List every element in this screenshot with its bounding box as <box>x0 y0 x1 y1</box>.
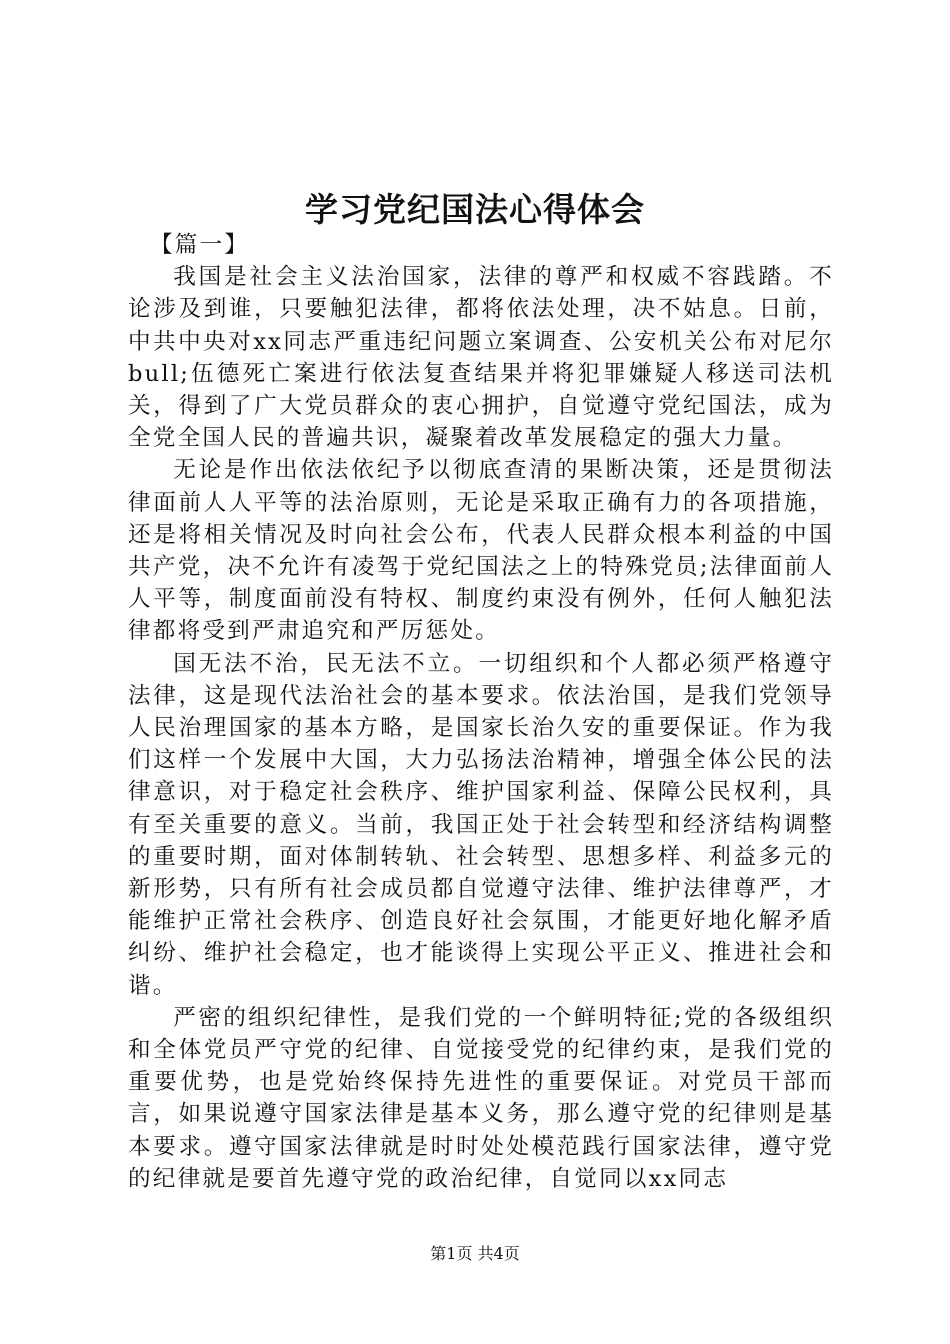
paragraph-4: 严密的组织纪律性，是我们党的一个鲜明特征;党的各级组织和全体党员严守党的纪律、自觉接受党的纪律约束，是我们党的重要优势，也是党始终保持先进性的重要保证。对党员干部而言，如果说遵守国家法律是基本义务，那么遵守党的纪律则是基本要求。遵守国家法律就是时时处处模范践行国家法律，遵守党的纪律就是要首先遵守党的政治纪律，自觉同以xx同志 <box>128 1004 834 1192</box>
paragraph-2: 无论是作出依法依纪予以彻底查清的果断决策，还是贯彻法律面前人人平等的法治原则，无论是采取正确有力的各项措施，还是将相关情况及时向社会公布，代表人民群众根本利益的中国共产党，决不允许有凌驾于党纪国法之上的特殊党员;法律面前人人平等，制度面前没有特权、制度约束没有例外，任何人触犯法律都将受到严肃追究和严厉惩处。 <box>128 457 834 645</box>
paragraph-3: 国无法不治，民无法不立。一切组织和个人都必须严格遵守法律，这是现代法治社会的基本要求。依法治国，是我们党领导人民治理国家的基本方略，是国家长治久安的重要保证。作为我们这样一个发展中大国，大力弘扬法治精神，增强全体公民的法律意识，对于稳定社会秩序、维护国家利益、保障公民权利，具有至关重要的意义。当前，我国正处于社会转型和经济结构调整的重要时期，面对体制转轨、社会转型、思想多样、利益多元的新形势，只有所有社会成员都自觉遵守法律、维护法律尊严，才能维护正常社会秩序、创造良好社会氛围，才能更好地化解矛盾纠纷、维护社会稳定，也才能谈得上实现公平正义、推进社会和谐。 <box>128 650 834 999</box>
page-title: 学习党纪国法心得体会 <box>305 190 645 229</box>
paragraph-1: 我国是社会主义法治国家，法律的尊严和权威不容践踏。不论涉及到谁，只要触犯法律，都将依法处理，决不姑息。日前，中共中央对xx同志严重违纪问题立案调查、公安机关公布对尼尔bull;伍德死亡案进行依法复查结果并将犯罪嫌疑人移送司法机关，得到了广大党员群众的衷心拥护，自觉遵守党纪国法，成为全党全国人民的普遍共识，凝聚着改革发展稳定的强大力量。 <box>128 264 834 452</box>
section-label: 【篇一】 <box>150 232 250 258</box>
document-body <box>128 229 834 1195</box>
page-indicator: 第1页 共4页 <box>430 1244 520 1263</box>
